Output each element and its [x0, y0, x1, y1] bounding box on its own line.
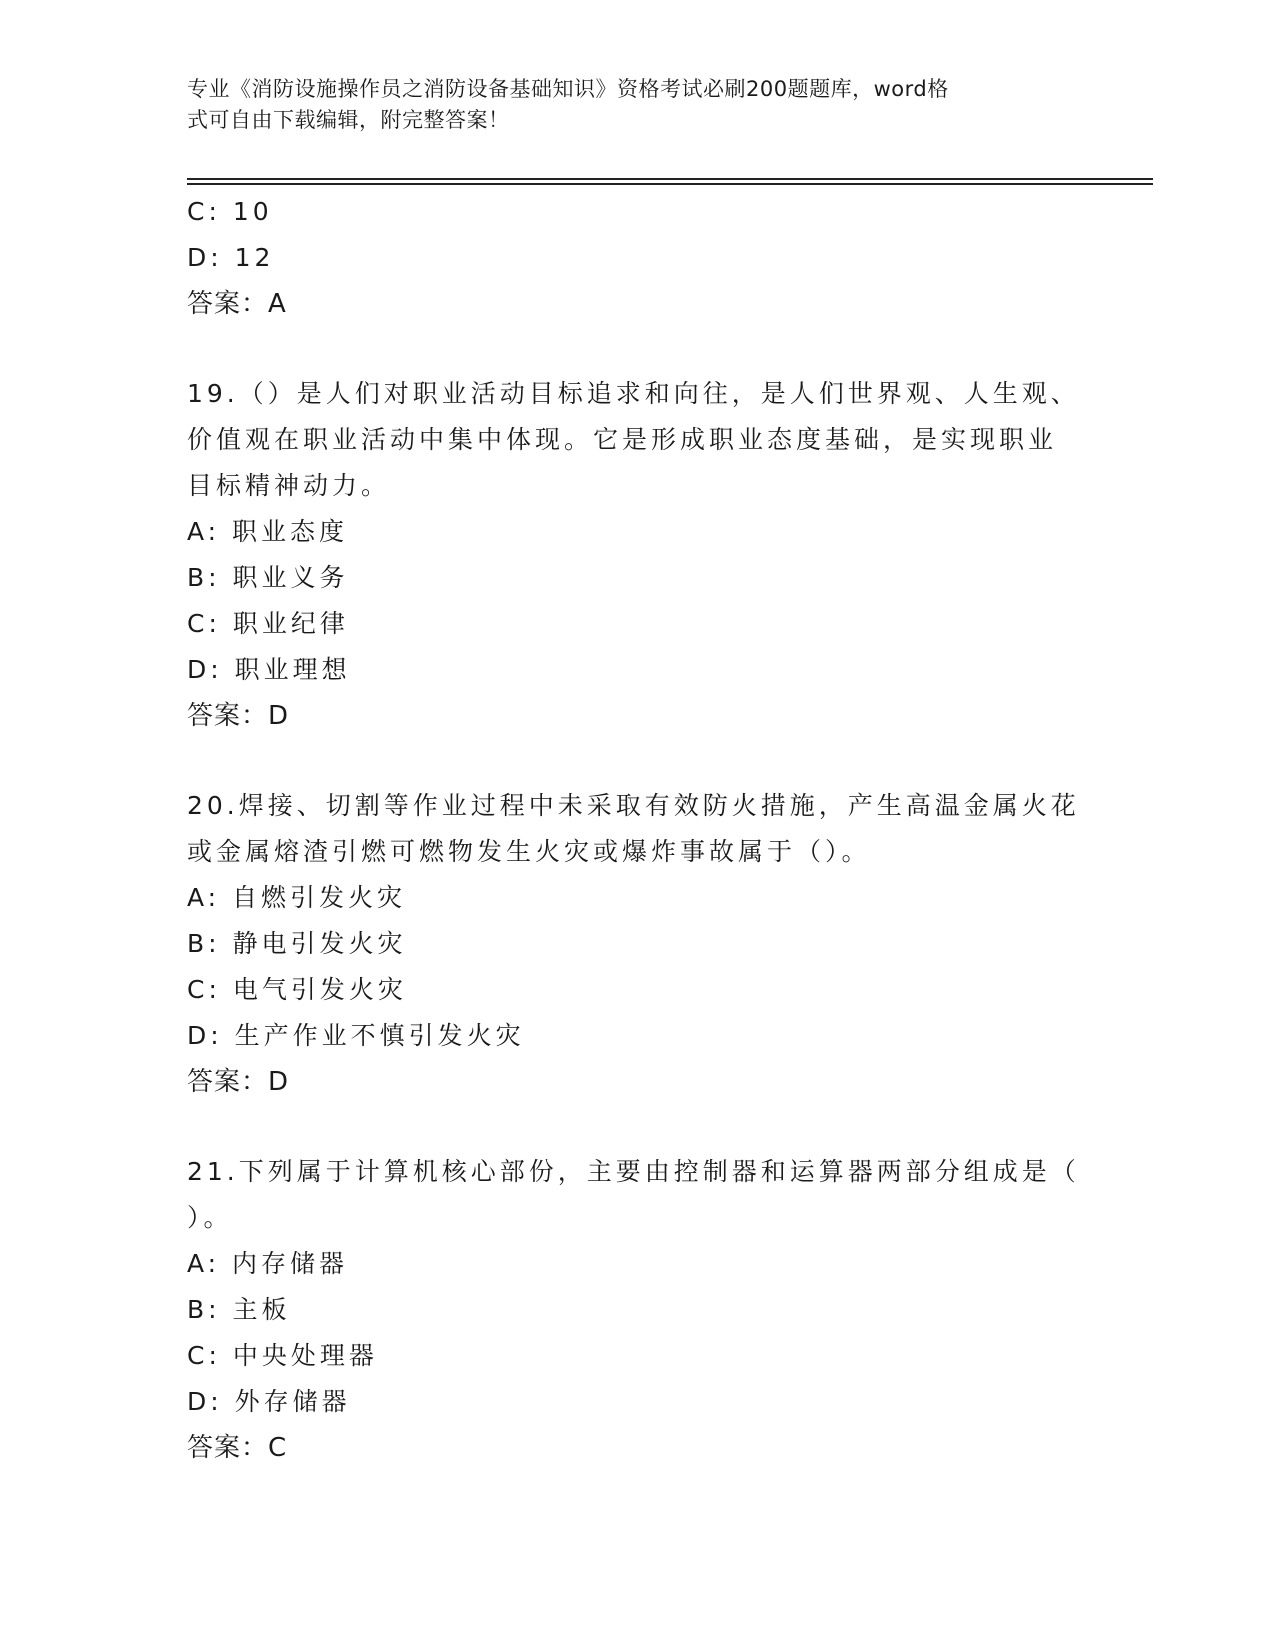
option-d: D: 外存储器 — [187, 1387, 351, 1416]
option-c: C: 中央处理器 — [187, 1341, 378, 1370]
option-a: A: 自燃引发火灾 — [187, 883, 407, 912]
option-d: D: 12 — [187, 243, 275, 272]
header-divider-top — [187, 178, 1153, 180]
document-header: 专业《消防设施操作员之消防设备基础知识》资格考试必刷200题题库，word格 式可自由下载编辑，附完整答案！ — [187, 77, 949, 132]
question-stem-line: ）。 — [187, 1203, 233, 1232]
option-a: A: 职业态度 — [187, 517, 349, 546]
option-c: C: 职业纪律 — [187, 609, 349, 638]
option-a: A: 内存储器 — [187, 1249, 349, 1278]
option-b: B: 主板 — [187, 1295, 291, 1324]
question-stem-line: 或金属熔渣引燃可燃物发生火灾或爆炸事故属于（）。 — [187, 837, 871, 866]
option-c: C: 10 — [187, 197, 273, 226]
question-21 — [187, 1149, 1087, 1471]
option-c: C: 电气引发火灾 — [187, 975, 407, 1004]
question-stem-line: 19.（）是人们对职业活动目标追求和向往，是人们世界观、人生观、 — [187, 379, 1080, 408]
question-stem-line: 目标精神动力。 — [187, 471, 391, 500]
answer-line: 答案：D — [187, 701, 290, 731]
question-stem-line: 价值观在职业活动中集中体现。它是形成职业态度基础，是实现职业 — [187, 425, 1058, 454]
answer-line: 答案：D — [187, 1067, 290, 1097]
question-list — [187, 189, 1087, 1471]
option-b: B: 静电引发火灾 — [187, 929, 407, 958]
question-19 — [187, 371, 1087, 739]
question-20 — [187, 783, 1087, 1105]
option-d: D: 生产作业不慎引发火灾 — [187, 1021, 525, 1050]
partial-question — [187, 189, 1087, 327]
question-stem-line: 21.下列属于计算机核心部份，主要由控制器和运算器两部分组成是（ — [187, 1157, 1080, 1186]
answer-line: 答案：C — [187, 1433, 288, 1463]
option-b: B: 职业义务 — [187, 563, 349, 592]
question-stem-line: 20.焊接、切割等作业过程中未采取有效防火措施，产生高温金属火花 — [187, 791, 1080, 820]
header-divider-bottom — [187, 183, 1153, 185]
answer-line: 答案：A — [187, 289, 287, 319]
option-d: D: 职业理想 — [187, 655, 351, 684]
